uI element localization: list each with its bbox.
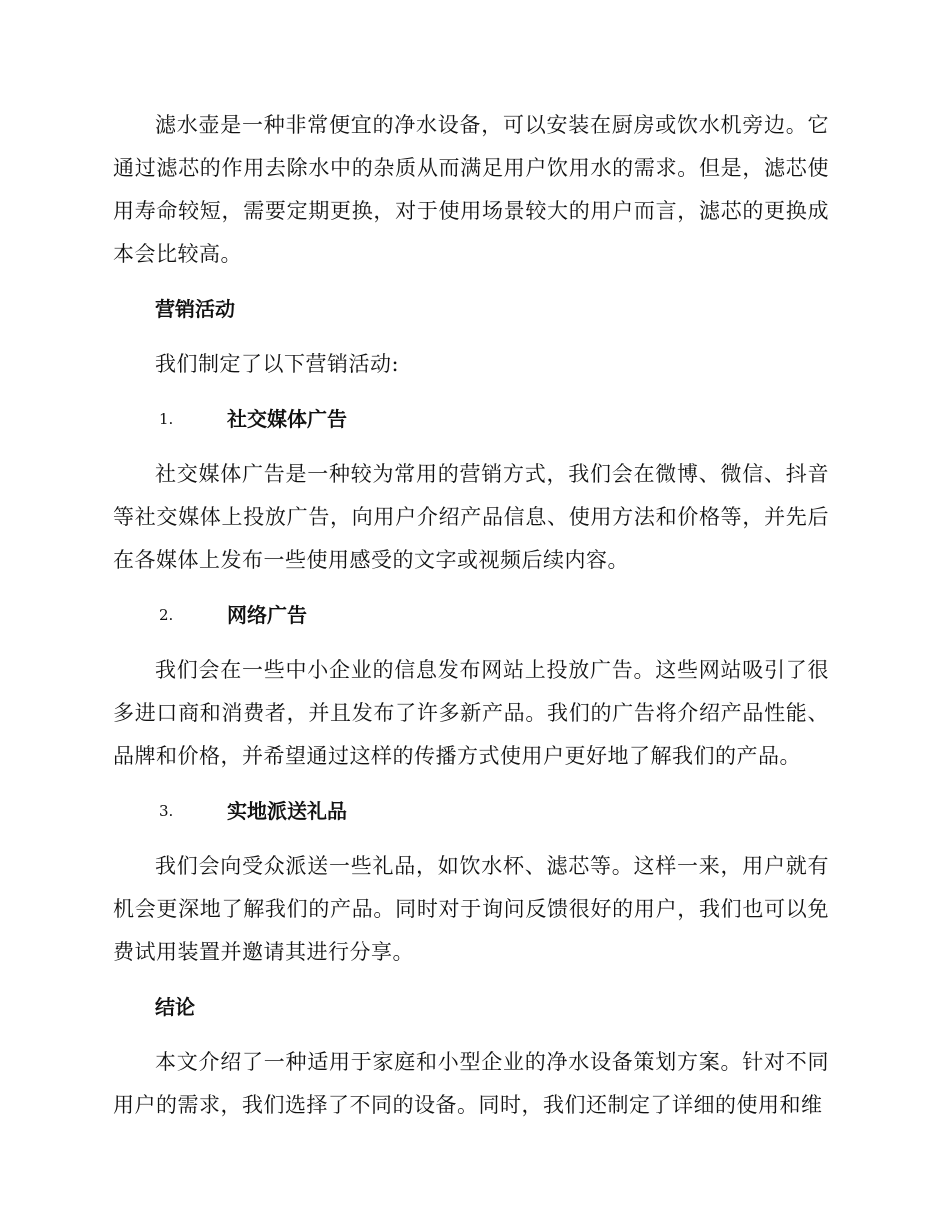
list-item-body-2: 我们会在一些中小企业的信息发布网站上投放广告。这些网站吸引了很多进口商和消费者，并且发布了许多新产品。我们的广告将介绍产品性能、品牌和价格，并希望通过这样的传播方式使用户更好地了解我们的产品。 bbox=[113, 658, 829, 768]
document-page bbox=[113, 104, 829, 1127]
marketing-heading: 营销活动 bbox=[155, 297, 235, 321]
list-title: 实地派送礼品 bbox=[227, 799, 347, 823]
conclusion-heading: 结论 bbox=[155, 995, 195, 1019]
conclusion-paragraph: 本文介绍了一种适用于家庭和小型企业的净水设备策划方案。针对不同用户的需求，我们选择了不同的设备。同时，我们还制定了详细的使用和维 bbox=[113, 1050, 829, 1117]
list-item-heading-2 bbox=[113, 594, 829, 637]
marketing-intro: 我们制定了以下营销活动: bbox=[155, 352, 400, 376]
list-item-body-1: 社交媒体广告是一种较为常用的营销方式，我们会在微博、微信、抖音等社交媒体上投放广告，向用户介绍产品信息、使用方法和价格等，并先后在各媒体上发布一些使用感受的文字或视频后续内容。 bbox=[113, 462, 829, 572]
list-number: 1. bbox=[159, 410, 174, 428]
list-title: 社交媒体广告 bbox=[227, 407, 347, 431]
list-number: 3. bbox=[159, 802, 174, 820]
list-item-body-3: 我们会向受众派送一些礼品，如饮水杯、滤芯等。这样一来，用户就有机会更深地了解我们的产品。同时对于询问反馈很好的用户，我们也可以免费试用装置并邀请其进行分享。 bbox=[113, 854, 829, 964]
list-number: 2. bbox=[159, 606, 174, 624]
intro-paragraph: 滤水壶是一种非常便宜的净水设备，可以安装在厨房或饮水机旁边。它通过滤芯的作用去除水中的杂质从而满足用户饮用水的需求。但是，滤芯使用寿命较短，需要定期更换，对于使用场景较大的用户而言，滤芯的更换成本会比较高。 bbox=[113, 113, 829, 266]
list-title: 网络广告 bbox=[227, 603, 307, 627]
list-item-heading-1 bbox=[113, 398, 829, 441]
list-item-heading-3 bbox=[113, 790, 829, 833]
